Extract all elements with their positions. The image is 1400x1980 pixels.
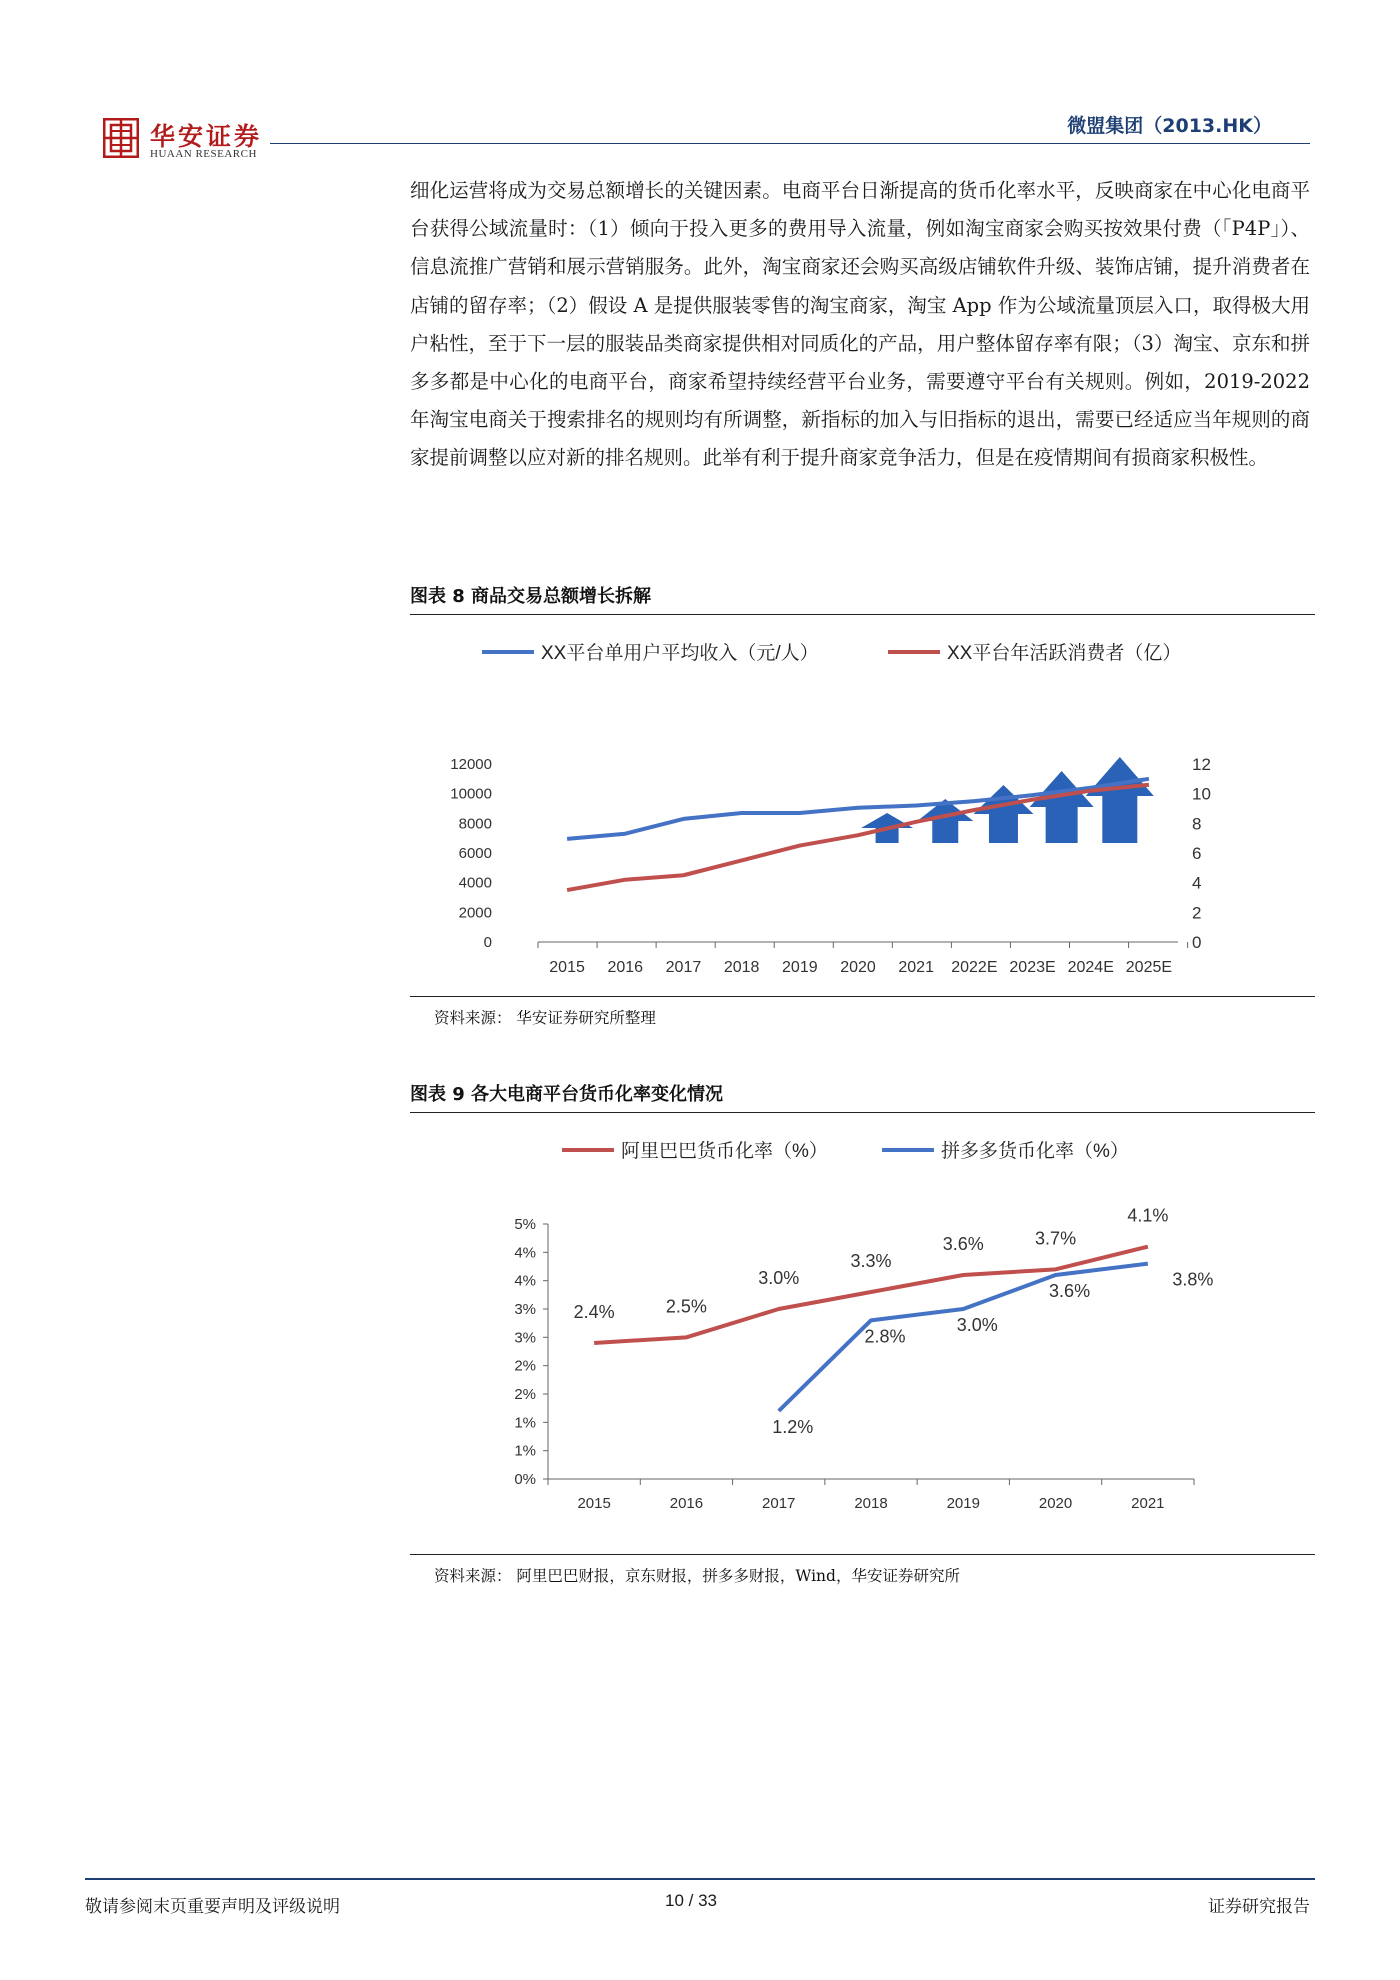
chart8-x-label: 2024E: [1067, 959, 1114, 976]
chart8-left-tick-label: 8000: [458, 815, 492, 833]
growth-arrow-icon: [1030, 771, 1094, 843]
logo-text-cn: 华安证券: [150, 122, 263, 151]
chart9-alibaba-data-label: 4.1%: [1127, 1205, 1169, 1226]
chart9-x-label: 2016: [669, 1495, 704, 1512]
company-logo-icon: [103, 118, 139, 158]
chart8-x-label: 2016: [607, 959, 644, 976]
chart9-y-tick-label: 2%: [514, 1357, 536, 1375]
chart8-x-label: 2018: [723, 959, 760, 976]
chart8-arrows: [861, 757, 1154, 843]
figure9-title: 图表 9 各大电商平台货币化率变化情况: [410, 1084, 724, 1105]
legend8-arpu-label: XX平台单用户平均收入（元/人）: [541, 643, 819, 664]
chart9-y-tick-label: 3%: [514, 1301, 536, 1318]
chart9-x-label: 2015: [577, 1495, 611, 1512]
chart9-pdd-data-label: 3.6%: [1049, 1281, 1091, 1301]
figure8-top-rule: [410, 614, 1315, 615]
chart8-left-tick-label: 2000: [458, 904, 492, 922]
chart8-left-tick-label: 12000: [450, 756, 492, 773]
figure8-bottom-rule: [410, 996, 1315, 997]
chart8-right-tick-label: 6: [1192, 844, 1202, 863]
figure8-title: 图表 8 商品交易总额增长拆解: [410, 586, 652, 607]
chart9-data-labels: [574, 1206, 1214, 1437]
chart8-x-label: 2021: [898, 959, 934, 976]
chart8-left-tick-label: 6000: [458, 845, 492, 862]
chart9-y-tick-label: 2%: [514, 1386, 536, 1403]
chart9-x-label: 2019: [946, 1495, 980, 1512]
report-title: 微盟集团（2013.HK）: [1067, 115, 1272, 137]
growth-arrow-icon: [1086, 757, 1154, 843]
chart8-x-label: 2015: [549, 959, 585, 976]
footer-report-type: 证券研究报告: [1208, 1897, 1310, 1917]
chart9-alibaba-data-label: 2.4%: [573, 1302, 615, 1322]
growth-arrow-icon: [973, 785, 1033, 843]
figure9-top-rule: [410, 1112, 1315, 1113]
chart9-pdd-line: [779, 1264, 1148, 1411]
chart9-x-label: 2020: [1038, 1495, 1073, 1512]
chart9-y-tick-label: 4%: [514, 1244, 536, 1262]
body-paragraph-block: [410, 172, 1310, 478]
chart8-right-tick-label: 10: [1192, 784, 1211, 804]
chart8-left-tick-label: 0: [483, 934, 492, 951]
chart9-pdd-data-label: 2.8%: [864, 1326, 906, 1347]
chart8-x-labels: [549, 959, 1172, 976]
chart8-x-label: 2025E: [1125, 959, 1173, 976]
chart8-gmv-breakdown: [410, 616, 1315, 996]
chart8-left-axis: [450, 756, 492, 951]
legend8-users-label: XX平台年活跃消费者（亿）: [947, 643, 1182, 664]
figure9-source: 资料来源： 阿里巴巴财报，京东财报，拼多多财报，Wind，华安证券研究所: [434, 1567, 960, 1585]
chart8-right-tick-label: 4: [1192, 873, 1202, 893]
footer-disclaimer: 敬请参阅末页重要声明及评级说明: [85, 1897, 340, 1917]
figure9-bottom-rule: [410, 1554, 1315, 1555]
chart8-right-tick-label: 8: [1192, 814, 1202, 834]
chart9-x-label: 2018: [854, 1495, 888, 1512]
header-divider: [270, 143, 1310, 144]
legend9-pdd-label: 拼多多货币化率（%）: [941, 1141, 1129, 1162]
legend9-alibaba-label: 阿里巴巴货币化率（%）: [621, 1141, 828, 1162]
logo-text-en: HUAAN RESEARCH: [150, 148, 257, 160]
chart9-x-label: 2021: [1131, 1495, 1165, 1512]
chart8-x-ticks: [538, 942, 1188, 948]
chart8-x-label: 2020: [840, 959, 876, 976]
chart8-left-tick-label: 4000: [458, 874, 492, 892]
chart9-x-labels: [577, 1495, 1164, 1512]
chart9-pdd-data-label: 1.2%: [772, 1417, 814, 1437]
chart8-x-label: 2022E: [951, 959, 998, 976]
chart8-right-tick-label: 12: [1192, 755, 1211, 774]
chart8-right-axis: [1192, 755, 1211, 952]
chart9-alibaba-data-label: 3.3%: [850, 1251, 892, 1271]
chart9-pdd-data-label: 3.0%: [956, 1315, 998, 1335]
chart9-y-tick-label: 0%: [514, 1471, 536, 1488]
chart9-y-tick-label: 1%: [514, 1414, 536, 1432]
chart9-monetization-rate: [410, 1114, 1315, 1554]
chart9-alibaba-data-label: 3.7%: [1035, 1228, 1077, 1249]
chart9-alibaba-data-label: 3.0%: [758, 1268, 800, 1288]
footer-divider: [85, 1878, 1315, 1880]
chart8-x-label: 2023E: [1009, 959, 1056, 976]
chart8-left-tick-label: 10000: [450, 785, 492, 803]
page-number: 10 / 33: [665, 1891, 717, 1910]
chart8-x-label: 2019: [782, 959, 818, 976]
chart8-right-tick-label: 0: [1192, 933, 1202, 952]
chart9-y-tick-label: 3%: [514, 1329, 536, 1347]
chart9-x-label: 2017: [762, 1495, 796, 1512]
chart9-alibaba-data-label: 2.5%: [665, 1296, 707, 1317]
chart9-alibaba-data-label: 3.6%: [942, 1234, 984, 1254]
chart8-x-label: 2017: [665, 959, 702, 976]
body-paragraph: 细化运营将成为交易总额增长的关键因素。电商平台日渐提高的货币化率水平，反映商家在中心化电商平台获得公域流量时：（1）倾向于投入更多的费用导入流量，例如淘宝商家会购买按效果付费（「P4P」）、信息流推广营销和展示营销服务。此外，淘宝商家还会购买高级店铺软件升级、装饰店铺，提升消费者在店铺的留存率；（2）假设 A 是提供服装零售的淘宝商家，淘宝 App 作为公域流量顶层入口，取得极大用户粘性，至于下一层的服装品类商家提供相对同质化的产品，用户整体留存率有限；（3）淘宝、京东和拼多多都是中心化的电商平台，商家希望持续经营平台业务，需要遵守平台有关规则。例如，2019-2022 年淘宝电商关于搜索排名的规则均有所调整，新指标的加入与旧指标的退出，需要已经适应当年规则的商家提前调整以应对新的排名规则。此举有利于提升商家竞争活力，但是在疫情期间有损商家积极性。: [410, 179, 1310, 470]
chart9-pdd-data-label: 3.8%: [1172, 1269, 1214, 1290]
chart9-y-labels: [514, 1216, 536, 1488]
chart9-y-tick-label: 5%: [514, 1216, 536, 1233]
figure8-source: 资料来源： 华安证券研究所整理: [434, 1009, 656, 1027]
chart8-right-tick-label: 2: [1192, 903, 1202, 923]
chart9-y-tick-label: 1%: [514, 1442, 536, 1460]
chart9-y-tick-label: 4%: [514, 1272, 536, 1290]
